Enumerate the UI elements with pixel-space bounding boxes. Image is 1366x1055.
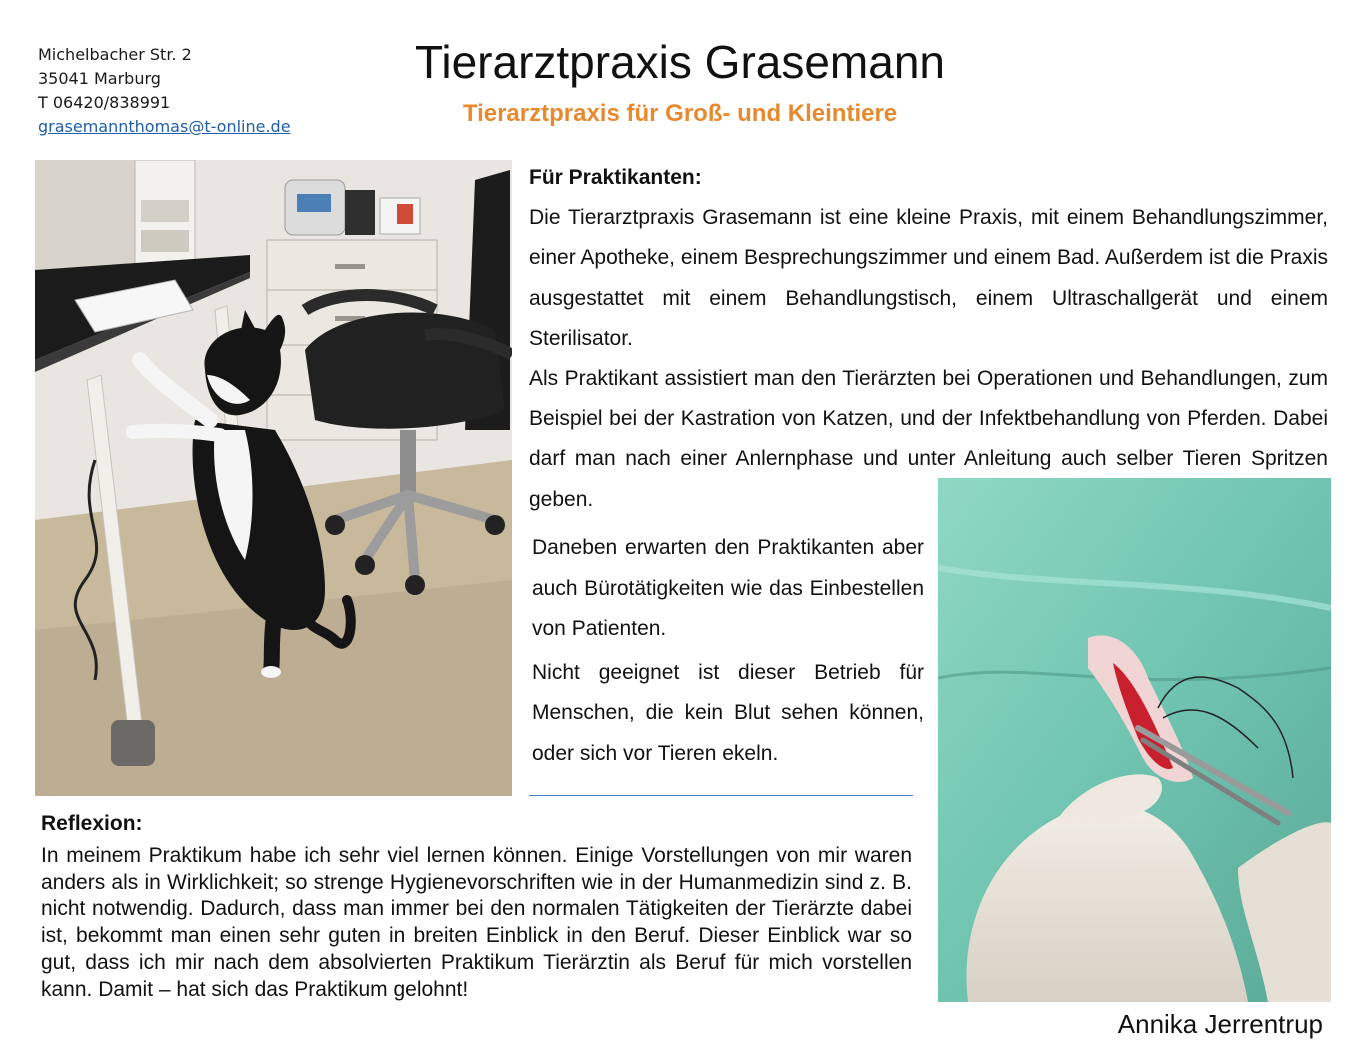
contact-street: Michelbacher Str. 2 (38, 45, 192, 64)
contact-email-link[interactable]: grasemannthomas@t-online.de (38, 117, 291, 136)
section-divider (529, 795, 913, 796)
cat-photo (35, 160, 512, 796)
reflexion-text: In meinem Praktikum habe ich sehr viel lernen können. Einige Vorstellungen von mir waren anders als in Wirklichkeit; so strenge Hygienevorschriften wie in der Humanmedizin sind z. B. nicht notwendig. Dadurch, dass man immer bei den normalen Tätigkeiten der Tierärzte dabei ist, bekommt man einen sehr guten in breiten Einblick in den Beruf. Dieser Einblick war so gut, dass ich mir nach dem absolvierten Praktikum Tierärztin als Beruf für mich vorstellen kann. Damit – hat sich das Praktikum gelohnt! (41, 844, 912, 1001)
intern-paragraph-3: Daneben erwarten den Praktikanten aber auch Bürotätigkeiten wie das Einbestellen von Patienten. (532, 536, 924, 640)
intern-paragraph-4: Nicht geeignet ist dieser Betrieb für Menschen, die kein Blut sehen können, oder sich vor Tieren ekeln. (532, 660, 924, 765)
intern-section (529, 158, 1328, 520)
reflexion-section (41, 811, 912, 1003)
author-name: Annika Jerrentrup (1117, 1009, 1323, 1039)
surgery-photo (938, 478, 1331, 1002)
page-title: Tierarztpraxis Grasemann (414, 36, 945, 88)
reflexion-heading: Reflexion: (41, 812, 143, 835)
intern-paragraph-2: Als Praktikant assistiert man den Tierärzten bei Operationen und Behandlungen, zum Beispiel bei der Kastration von Katzen, und der Infektbehandlung von Pferden. Dabei darf man nach einer Anlernphase und unter Anleitung auch selber Tieren Spritzen geben. (529, 367, 1328, 511)
contact-phone: T 06420/838991 (38, 93, 171, 112)
intern-side-text (532, 528, 924, 774)
intern-heading: Für Praktikanten: (529, 166, 702, 189)
intern-paragraph-1: Die Tierarztpraxis Grasemann ist eine kleine Praxis, mit einem Behandlungszimmer, einer Apotheke, einem Besprechungszimmer und einem Bad. Außerdem ist die Praxis ausgestattet mit einem Behandlungstisch, einem Ultraschallgerät und einem Sterilisator. (529, 206, 1328, 350)
page-subtitle: Tierarztpraxis für Groß- und Kleintiere (462, 100, 898, 127)
contact-city: 35041 Marburg (38, 69, 161, 88)
contact-block (38, 43, 291, 139)
